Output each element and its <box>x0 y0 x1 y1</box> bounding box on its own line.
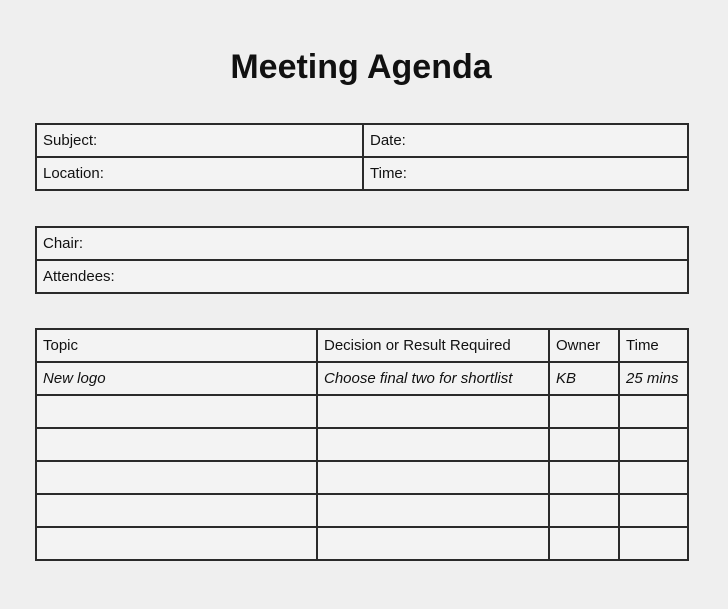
table-row <box>36 494 688 527</box>
topic-cell[interactable] <box>36 461 317 494</box>
topic-cell[interactable] <box>36 395 317 428</box>
owner-cell[interactable] <box>549 527 619 560</box>
decision-cell[interactable] <box>317 428 549 461</box>
people-table <box>35 226 689 294</box>
topic-cell[interactable] <box>36 494 317 527</box>
time-cell[interactable] <box>619 527 688 560</box>
topic-cell[interactable] <box>36 527 317 560</box>
topic-cell[interactable] <box>36 428 317 461</box>
table-row <box>36 395 688 428</box>
time-cell[interactable] <box>619 494 688 527</box>
decision-cell[interactable] <box>317 461 549 494</box>
meeting-details-table <box>35 123 689 191</box>
decision-cell[interactable] <box>317 494 549 527</box>
decision-cell[interactable] <box>317 395 549 428</box>
owner-header: Owner <box>549 329 619 362</box>
decision-cell[interactable] <box>317 527 549 560</box>
time-cell[interactable] <box>619 395 688 428</box>
page-title: Meeting Agenda <box>230 48 492 86</box>
owner-cell[interactable] <box>549 428 619 461</box>
owner-cell[interactable] <box>549 395 619 428</box>
topic-cell[interactable]: New logo <box>36 362 317 395</box>
time-cell[interactable]: 25 mins <box>619 362 688 395</box>
table-row <box>36 461 688 494</box>
date-field[interactable]: Date: <box>363 124 688 157</box>
table-row <box>36 428 688 461</box>
agenda-header-row <box>36 329 688 362</box>
topic-header: Topic <box>36 329 317 362</box>
time-header: Time <box>619 329 688 362</box>
subject-field[interactable]: Subject: <box>36 124 363 157</box>
owner-cell[interactable] <box>549 461 619 494</box>
attendees-field[interactable]: Attendees: <box>36 260 688 293</box>
table-row <box>36 362 688 395</box>
decision-header: Decision or Result Required <box>317 329 549 362</box>
location-field[interactable]: Location: <box>36 157 363 190</box>
time-cell[interactable] <box>619 461 688 494</box>
table-row <box>36 527 688 560</box>
chair-field[interactable]: Chair: <box>36 227 688 260</box>
owner-cell[interactable] <box>549 494 619 527</box>
agenda-table <box>35 328 689 561</box>
owner-cell[interactable]: KB <box>549 362 619 395</box>
decision-cell[interactable]: Choose final two for shortlist <box>317 362 549 395</box>
time-field[interactable]: Time: <box>363 157 688 190</box>
time-cell[interactable] <box>619 428 688 461</box>
